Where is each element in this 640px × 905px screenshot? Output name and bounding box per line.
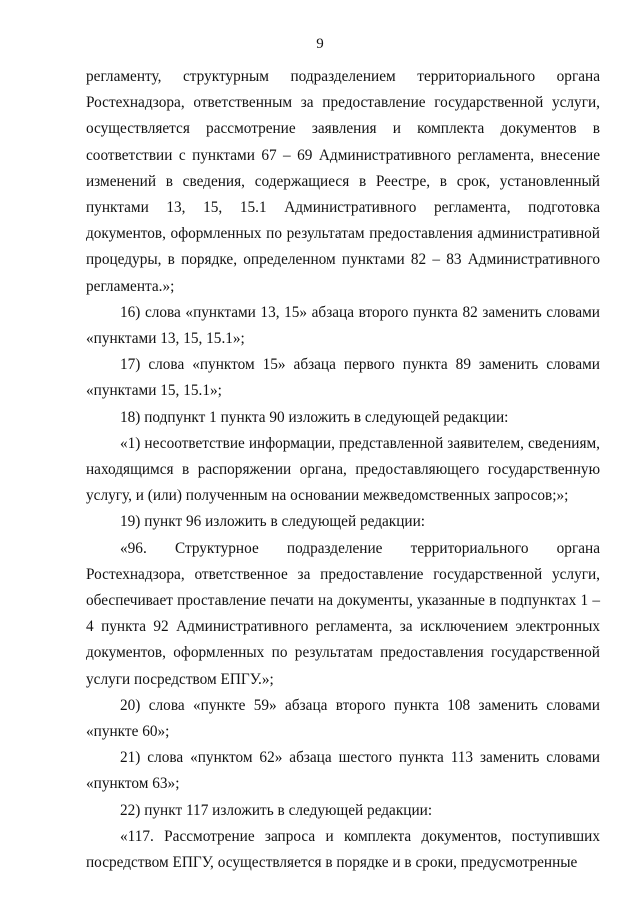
paragraph-item-21: 21) слова «пунктом 62» абзаца шестого пункта 113 заменить словами «пунктом 63»; xyxy=(86,749,600,793)
paragraph-item-22: 22) пункт 117 изложить в следующей редакции: xyxy=(120,801,433,819)
document-body xyxy=(86,64,600,876)
paragraph-quote-96: «96. Структурное подразделение территориального органа Ростехнадзора, ответственное за предоставление государственной услуги, обеспечивает проставление печати на документы, указанные в подпунктах 1 – 4 пункта 92 Административного регламента, за исключением электронных документов, оформленных по результатам предоставления государственной услуги посредством ЕПГУ.»; xyxy=(86,539,600,688)
page-number: 9 xyxy=(316,36,324,52)
paragraph-quote-117: «117. Рассмотрение запроса и комплекта документов, поступивших посредством ЕПГУ, осуществляется в порядке и в сроки, предусмотренные xyxy=(86,827,600,872)
paragraph-continuation: регламенту, структурным подразделением территориального органа Ростехнадзора, ответственным за предоставление государственной услуги, осуществляется рассмотрение заявления и комплекта документов в соответствии с пунктами 67 – 69 Административного регламента, внесение изменений в сведения, содержащиеся в Реестре, в срок, установленный пунктами 13, 15, 15.1 Административного регламента, подготовка документов, оформленных по результатам предоставления административной процедуры, в порядке, определенном пунктами 82 – 83 Административного регламента.»; xyxy=(86,68,600,295)
paragraph-item-19: 19) пункт 96 изложить в следующей редакции: xyxy=(120,513,426,531)
paragraph-item-20: 20) слова «пункте 59» абзаца второго пункта 108 заменить словами «пункте 60»; xyxy=(86,696,600,741)
paragraph-item-18: 18) подпункт 1 пункта 90 изложить в следующей редакции: xyxy=(120,408,509,426)
paragraph-quote-1: «1) несоответствие информации, представленной заявителем, сведениям, находящимся в распоряжении органа, предоставляющего государственную услугу, и (или) полученным на основании межведомственных запросов;»; xyxy=(86,434,600,505)
paragraph-item-16: 16) слова «пунктами 13, 15» абзаца второго пункта 82 заменить словами «пунктами 13, 15, 15.1»; xyxy=(86,303,600,348)
paragraph-item-17: 17) слова «пунктом 15» абзаца первого пункта 89 заменить словами «пунктами 15, 15.1»; xyxy=(86,356,600,400)
